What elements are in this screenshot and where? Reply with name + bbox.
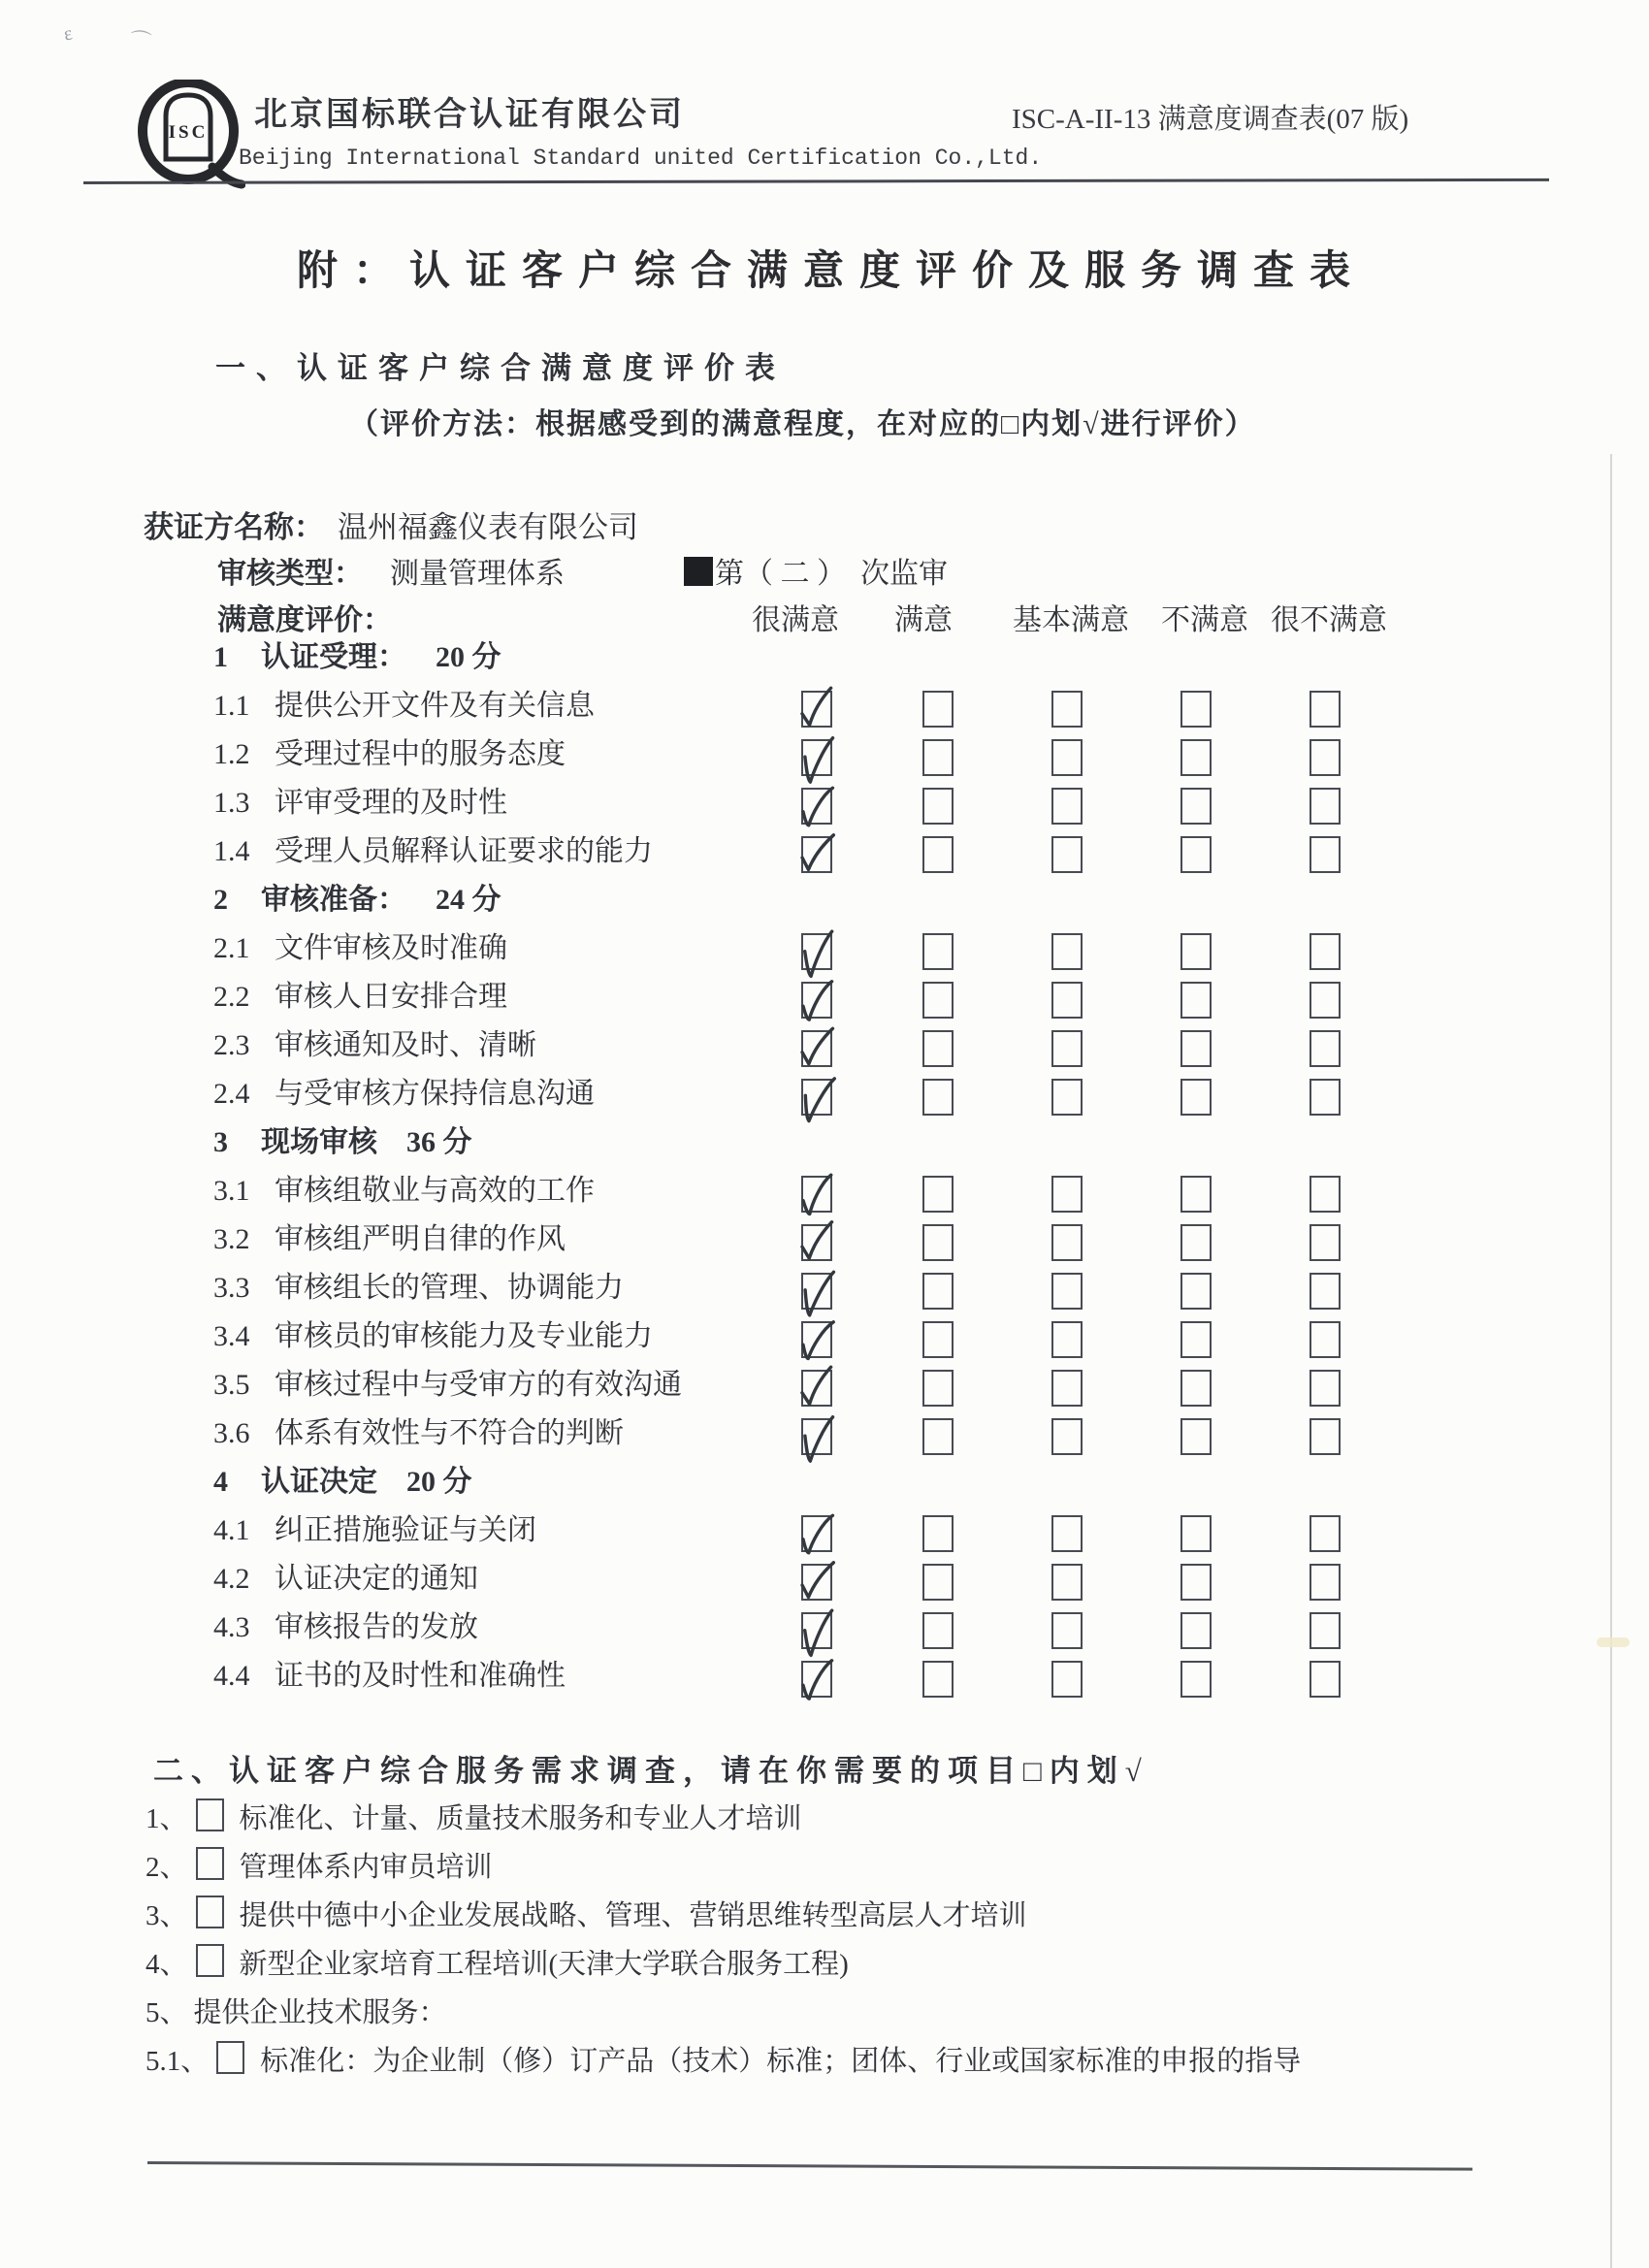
section-score: 20 分 <box>406 1466 472 1498</box>
satisfaction-checkbox[interactable] <box>1051 1273 1083 1310</box>
survey-item-label: 认证决定的通知 <box>275 1563 478 1595</box>
item-number: 3.5 <box>213 1369 250 1401</box>
satisfaction-checkbox[interactable] <box>1310 1273 1341 1310</box>
item-number: 3.2 <box>213 1223 250 1255</box>
satisfaction-checkbox[interactable] <box>1180 1370 1212 1407</box>
satisfaction-checkbox[interactable] <box>1180 1176 1212 1213</box>
item-number: 3.1 <box>213 1175 250 1207</box>
service-item <box>0 1843 1649 1892</box>
survey-section-header <box>0 1460 1649 1508</box>
audit-session <box>684 549 948 592</box>
satisfaction-checkbox[interactable] <box>922 933 954 970</box>
company-name-cn: 北京国标联合认证有限公司 <box>254 97 685 133</box>
survey-item-label: 审核员的审核能力及专业能力 <box>275 1320 653 1352</box>
survey-row <box>0 1508 1649 1557</box>
satisfaction-checkbox[interactable] <box>1051 1515 1083 1552</box>
survey-row <box>0 1023 1649 1072</box>
satisfaction-checkbox[interactable] <box>922 739 954 776</box>
survey-item-label: 文件审核及时准确 <box>275 932 507 964</box>
item-number: 4.1 <box>213 1514 250 1546</box>
satisfaction-checkbox[interactable] <box>801 788 832 825</box>
audit-type-label: 审核类型： <box>217 558 363 590</box>
survey-row <box>0 1266 1649 1314</box>
satisfaction-checkbox[interactable] <box>1310 1564 1341 1601</box>
survey-item-label: 审核过程中与受审方的有效沟通 <box>275 1369 682 1401</box>
satisfaction-checkbox[interactable] <box>1310 1030 1341 1067</box>
document-code: ISC-A-II-13 满意度调查表(07 版) <box>1012 104 1409 135</box>
section-name: 认证决定 <box>261 1466 377 1498</box>
satisfaction-checkbox[interactable] <box>1180 1030 1212 1067</box>
service-item <box>0 1892 1649 1940</box>
satisfaction-checkbox[interactable] <box>801 691 832 728</box>
survey-item-label: 审核通知及时、清晰 <box>275 1029 536 1061</box>
satisfaction-checkbox[interactable] <box>1310 1370 1341 1407</box>
satisfaction-checkbox[interactable] <box>922 1661 954 1698</box>
satisfaction-checkbox[interactable] <box>1051 1418 1083 1455</box>
service-item-label: 标准化、计量、质量技术服务和专业人才培训 <box>239 1803 802 1834</box>
satisfaction-checkbox[interactable] <box>801 933 832 970</box>
satisfaction-checkbox[interactable] <box>1180 1273 1212 1310</box>
item-number: 4.4 <box>213 1660 250 1692</box>
scan-artifact-mark: ⌒ <box>128 27 153 55</box>
satisfaction-checkbox[interactable] <box>801 1176 832 1213</box>
satisfaction-checkbox[interactable] <box>1051 691 1083 728</box>
service-checkbox[interactable] <box>196 1895 224 1928</box>
survey-section-header <box>0 878 1649 926</box>
section-number: 4 <box>213 1466 228 1498</box>
satisfaction-checkbox[interactable] <box>922 1370 954 1407</box>
satisfaction-checkbox[interactable] <box>1051 1564 1083 1601</box>
satisfaction-checkbox[interactable] <box>1051 1030 1083 1067</box>
survey-item-label: 评审受理的及时性 <box>275 787 507 819</box>
satisfaction-checkbox[interactable] <box>801 982 832 1019</box>
survey-item-label: 体系有效性与不符合的判断 <box>275 1417 624 1449</box>
satisfaction-checkbox[interactable] <box>1180 1661 1212 1698</box>
satisfaction-checkbox[interactable] <box>801 1321 832 1358</box>
survey-row <box>0 732 1649 781</box>
satisfaction-checkbox[interactable] <box>1051 788 1083 825</box>
satisfaction-checkbox[interactable] <box>1051 933 1083 970</box>
section-number: 3 <box>213 1126 228 1158</box>
evaluation-method-note: （评价方法：根据感受到的满意程度，在对应的□内划√进行评价） <box>349 408 1256 440</box>
satisfaction-checkbox[interactable] <box>1051 1176 1083 1213</box>
satisfaction-checkbox[interactable] <box>1180 982 1212 1019</box>
service-item-label: 管理体系内审员培训 <box>239 1852 493 1883</box>
satisfaction-checkbox[interactable] <box>922 1224 954 1261</box>
satisfaction-checkbox[interactable] <box>922 1030 954 1067</box>
satisfaction-checkbox[interactable] <box>922 1176 954 1213</box>
satisfaction-checkbox[interactable] <box>801 1273 832 1310</box>
satisfaction-checkbox[interactable] <box>801 1612 832 1649</box>
section-score: 24 分 <box>436 884 501 916</box>
survey-item-label: 审核组长的管理、协调能力 <box>275 1272 624 1304</box>
audit-type-line <box>217 549 1381 592</box>
satisfaction-checkbox[interactable] <box>1180 1418 1212 1455</box>
survey-item-label: 证书的及时性和准确性 <box>275 1660 566 1692</box>
section-name: 审核准备： <box>261 884 406 916</box>
satisfaction-checkbox[interactable] <box>922 1321 954 1358</box>
service-item-number: 4、 <box>146 1949 188 1980</box>
survey-item-label: 提供公开文件及有关信息 <box>275 690 595 722</box>
satisfaction-checkbox[interactable] <box>1310 836 1341 873</box>
satisfaction-checkbox[interactable] <box>801 1224 832 1261</box>
item-number: 1.4 <box>213 835 250 867</box>
satisfaction-checkbox[interactable] <box>922 1418 954 1455</box>
section-two-heading: 二、认证客户综合服务需求调查，请在你需要的项目□内划√ <box>153 1754 1149 1788</box>
header-divider <box>83 178 1549 184</box>
item-number: 3.4 <box>213 1320 250 1352</box>
survey-item-label: 纠正措施验证与关闭 <box>275 1514 536 1546</box>
survey-row <box>0 684 1649 732</box>
service-item <box>0 1989 1649 2037</box>
item-number: 3.6 <box>213 1417 250 1449</box>
item-number: 4.2 <box>213 1563 250 1595</box>
company-name-en: Beijing International Standard united Certification Co.,Ltd. <box>239 146 1043 171</box>
survey-item-label: 与受审核方保持信息沟通 <box>275 1078 595 1110</box>
item-number: 2.4 <box>213 1078 250 1110</box>
service-item <box>0 1940 1649 1989</box>
satisfaction-checkbox[interactable] <box>1310 1661 1341 1698</box>
satisfaction-checkbox[interactable] <box>1180 691 1212 728</box>
satisfaction-checkbox[interactable] <box>1310 788 1341 825</box>
page-title: 附：认证客户综合满意度评价及服务调查表 <box>297 249 1367 294</box>
satisfaction-checkbox[interactable] <box>922 1515 954 1552</box>
satisfaction-checkbox[interactable] <box>1180 1612 1212 1649</box>
survey-item-label: 审核人日安排合理 <box>275 981 507 1013</box>
satisfaction-checkbox[interactable] <box>1310 1321 1341 1358</box>
audit-session-text: 第（ 二 ） 次监审 <box>715 558 948 590</box>
service-item-number: 5、 <box>146 1997 188 2028</box>
satisfaction-checkbox[interactable] <box>922 788 954 825</box>
survey-row <box>0 1169 1649 1217</box>
satisfaction-checkbox[interactable] <box>922 691 954 728</box>
satisfaction-checkbox[interactable] <box>1310 1418 1341 1455</box>
satisfaction-checkbox[interactable] <box>922 1564 954 1601</box>
satisfaction-checkbox[interactable] <box>1051 1321 1083 1358</box>
satisfaction-checkbox[interactable] <box>1180 836 1212 873</box>
satisfaction-checkbox[interactable] <box>1180 933 1212 970</box>
section-one-heading: 一、认证客户综合满意度评价表 <box>215 351 786 385</box>
rating-column-header: 很不满意 <box>1271 604 1387 636</box>
survey-item-label: 受理过程中的服务态度 <box>275 738 566 770</box>
handwritten-check-icon <box>793 1656 841 1713</box>
survey-row <box>0 1363 1649 1411</box>
section-name: 现场审核 <box>261 1126 377 1158</box>
satisfaction-checkbox[interactable] <box>801 1030 832 1067</box>
item-number: 2.1 <box>213 932 250 964</box>
certified-org-label: 获证方名称： <box>144 510 324 544</box>
section-number: 2 <box>213 884 228 916</box>
service-item-label: 新型企业家培育工程培训(天津大学联合服务工程) <box>239 1949 849 1980</box>
survey-row <box>0 975 1649 1023</box>
scan-artifact-mark: ε <box>61 22 75 46</box>
service-item-number: 2、 <box>146 1852 188 1883</box>
service-items-list <box>0 1795 1649 2086</box>
survey-section-header <box>0 635 1649 684</box>
service-item-label: 提供企业技术服务： <box>193 1997 447 2028</box>
satisfaction-checkbox[interactable] <box>1051 739 1083 776</box>
survey-row <box>0 781 1649 829</box>
survey-row <box>0 829 1649 878</box>
satisfaction-checkbox[interactable] <box>1051 982 1083 1019</box>
satisfaction-checkbox[interactable] <box>801 1661 832 1698</box>
item-number: 4.3 <box>213 1611 250 1643</box>
survey-item-label: 受理人员解释认证要求的能力 <box>275 835 653 867</box>
satisfaction-checkbox[interactable] <box>1310 739 1341 776</box>
satisfaction-checkbox[interactable] <box>1180 739 1212 776</box>
service-item-number: 5.1、 <box>146 2046 210 2077</box>
survey-row <box>0 1217 1649 1266</box>
satisfaction-checkbox[interactable] <box>1310 1224 1341 1261</box>
satisfaction-checkbox[interactable] <box>1310 1079 1341 1116</box>
satisfaction-checkbox[interactable] <box>801 1370 832 1407</box>
service-checkbox[interactable] <box>196 1944 224 1977</box>
rating-column-header: 很满意 <box>752 604 839 636</box>
satisfaction-checkbox[interactable] <box>801 1418 832 1455</box>
section-number: 1 <box>213 641 228 673</box>
satisfaction-checkbox[interactable] <box>801 1564 832 1601</box>
satisfaction-checkbox[interactable] <box>1051 1224 1083 1261</box>
satisfaction-checkbox[interactable] <box>922 982 954 1019</box>
satisfaction-checkbox[interactable] <box>1310 1515 1341 1552</box>
certified-org-line <box>144 502 638 546</box>
satisfaction-checkbox[interactable] <box>1051 1612 1083 1649</box>
survey-row <box>0 1605 1649 1654</box>
satisfaction-checkbox[interactable] <box>1180 788 1212 825</box>
svg-text:ISC: ISC <box>168 122 209 143</box>
satisfaction-checkbox[interactable] <box>1180 1564 1212 1601</box>
satisfaction-checkbox[interactable] <box>1051 1370 1083 1407</box>
rating-column-header: 满意 <box>894 604 953 636</box>
service-item-number: 3、 <box>146 1900 188 1931</box>
satisfaction-checkbox[interactable] <box>1051 1079 1083 1116</box>
satisfaction-checkbox[interactable] <box>1180 1515 1212 1552</box>
isc-logo-icon <box>137 80 245 192</box>
item-number: 1.2 <box>213 738 250 770</box>
rating-column-header: 不满意 <box>1161 604 1248 636</box>
section-name: 认证受理： <box>261 641 406 673</box>
satisfaction-checkbox[interactable] <box>801 739 832 776</box>
service-checkbox[interactable] <box>196 1847 224 1880</box>
service-item-label: 标准化：为企业制（修）订产品（技术）标准；团体、行业或国家标准的申报的指导 <box>260 2046 1302 2077</box>
service-item-number: 1、 <box>146 1803 188 1834</box>
service-checkbox[interactable] <box>216 2041 244 2074</box>
service-item-label: 提供中德中小企业发展战略、管理、营销思维转型高层人才培训 <box>239 1900 1027 1931</box>
survey-table <box>0 635 1649 1702</box>
satisfaction-checkbox[interactable] <box>1310 1176 1341 1213</box>
item-number: 1.3 <box>213 787 250 819</box>
survey-row <box>0 1314 1649 1363</box>
survey-item-label: 审核报告的发放 <box>275 1611 478 1643</box>
filled-square-icon <box>684 557 713 586</box>
survey-row <box>0 1557 1649 1605</box>
service-item <box>0 1795 1649 1843</box>
satisfaction-checkbox[interactable] <box>1051 836 1083 873</box>
page-bottom-rule <box>147 2161 1472 2170</box>
satisfaction-checkbox[interactable] <box>1180 1224 1212 1261</box>
satisfaction-checkbox[interactable] <box>1051 1661 1083 1698</box>
satisfaction-checkbox[interactable] <box>1310 691 1341 728</box>
section-score: 20 分 <box>436 641 501 673</box>
satisfaction-checkbox[interactable] <box>1180 1321 1212 1358</box>
item-number: 2.3 <box>213 1029 250 1061</box>
section-score: 36 分 <box>406 1126 472 1158</box>
survey-row <box>0 1072 1649 1120</box>
satisfaction-checkbox[interactable] <box>922 1612 954 1649</box>
item-number: 3.3 <box>213 1272 250 1304</box>
item-number: 1.1 <box>213 690 250 722</box>
survey-item-label: 审核组严明自律的作风 <box>275 1223 566 1255</box>
survey-row <box>0 1411 1649 1460</box>
satisfaction-checkbox[interactable] <box>801 1515 832 1552</box>
satisfaction-checkbox[interactable] <box>922 1079 954 1116</box>
satisfaction-checkbox[interactable] <box>1310 1612 1341 1649</box>
service-item <box>0 2037 1649 2086</box>
satisfaction-checkbox[interactable] <box>1310 982 1341 1019</box>
satisfaction-checkbox[interactable] <box>1180 1079 1212 1116</box>
rating-column-header: 基本满意 <box>1013 604 1129 636</box>
audit-type-value: 测量管理体系 <box>390 558 565 590</box>
satisfaction-checkbox[interactable] <box>1310 933 1341 970</box>
rating-label: 满意度评价： <box>217 604 392 636</box>
satisfaction-checkbox[interactable] <box>922 1273 954 1310</box>
survey-row <box>0 926 1649 975</box>
item-number: 2.2 <box>213 981 250 1013</box>
service-checkbox[interactable] <box>196 1798 224 1831</box>
satisfaction-checkbox[interactable] <box>801 836 832 873</box>
survey-item-label: 审核组敬业与高效的工作 <box>275 1175 595 1207</box>
satisfaction-checkbox[interactable] <box>922 836 954 873</box>
survey-row <box>0 1654 1649 1702</box>
survey-section-header <box>0 1120 1649 1169</box>
certified-org-value: 温州福鑫仪表有限公司 <box>338 510 638 544</box>
satisfaction-checkbox[interactable] <box>801 1079 832 1116</box>
